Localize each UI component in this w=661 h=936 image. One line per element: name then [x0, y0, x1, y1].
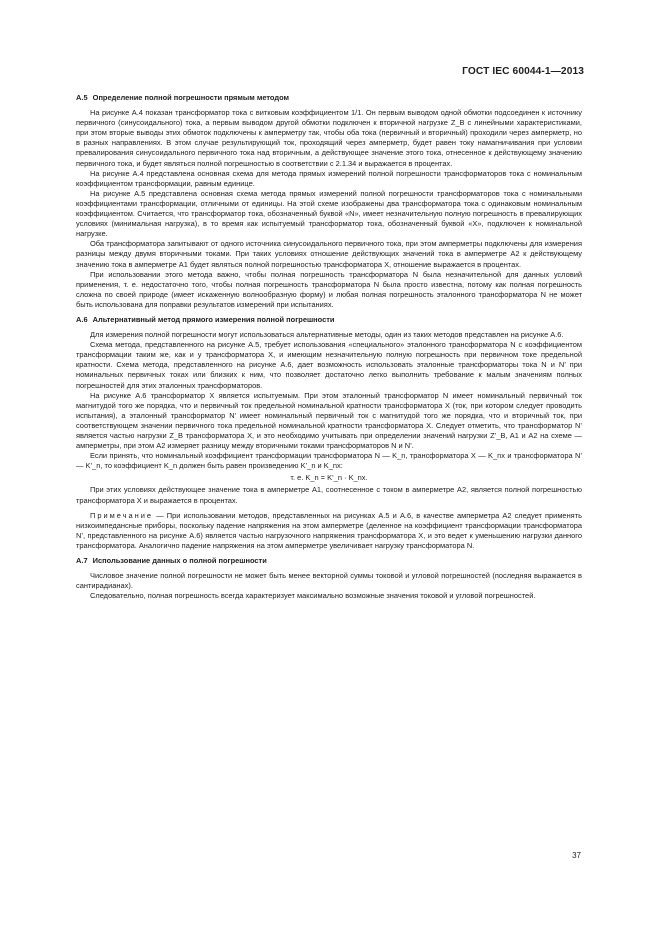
formula: т. е. K_n = K’_n · K_nx. [290, 473, 368, 483]
paragraph: Схема метода, представленного на рисунке A.5, требует использования «специального» эталонного трансформатора N с коэффициентом трансформации таким же, как и у трансформатора X, и имеющим незначительную полную погрешность при первичном токе предельной кратности. Схема метода, представленного на рисунке A.6, дает возможность использовать эталонные трансформаторы тока N и N’ при номинальных первичных токах или близких к ним, что позволяет достаточно легко выполнить требование к малым значениям полных погрешностей для этих эталонных трансформаторов. [76, 340, 582, 390]
paragraph: На рисунке A.5 представлена основная схема метода прямых измерений полной погрешности трансформаторов тока с номинальными коэффициентами трансформации, отличными от единицы. На этой схеме изображены два трансформатора тока с одинаковым номинальным коэффициентом. Считается, что трансформатор тока, обозначенный буквой «N», имеет незначительную полную погрешность в превалирующих условиях (минимальная нагрузка), в то время как испытуемый трансформатор тока, обозначенный буквой «X», подключен к номинальной нагрузке. [76, 188, 582, 239]
paragraph: На рисунке A.6 трансформатор X является испытуемым. При этом эталонный трансформатор N имеет номинальный первичный ток магнитудой того же порядка, что и первичный ток предельной номинальной кратности трансформатора X (ток, при котором следует проводить испытания), а эталонный трансформатор N’ имеет номинальный первичный ток с магнитудой того же порядка, что и вторичный ток, при соответствующем значении первичного тока предельной номинальной кратности трансформатора X. Следует отметить, что трансформатор N’ является частью нагрузки Z_B трансформатора X, и это необходимо учитывать при определении значений нагрузки Z’_B, A1 и A2 на схеме — амперметры, при этом A2 измеряет разницу между вторичными токами трансформаторов N и N’. [76, 390, 582, 451]
paragraph: Для измерения полной погрешности могут использоваться альтернативные методы, один из таких методов представлен на рисунке A.6. [90, 330, 564, 340]
paragraph: Следовательно, полная погрешность всегда характеризует максимально возможные значения токовой и угловой погрешностей. [90, 591, 536, 601]
section-heading-a7 [76, 556, 582, 566]
section-heading-a5 [76, 93, 582, 103]
paragraph: На рисунке A.4 показан трансформатор тока с витковым коэффициентом 1/1. Он первым выводом одной обмотки подсоединен к источнику первичного (синусоидального) тока, а первым выводом другой обмотки подключен к вторичной нагрузке Z_B с линейными характеристиками, при этом вторые выводы этих обмоток подключены к амперметру так, чтобы оба тока (первичный и вторичный) проходили через амперметр, но в разных направлениях. В этом случае результирующий ток, проходящий через амперметр, будет равен току намагничивания при условии превалирования синусоидального первичного тока над вторичным, а действующее значение этого тока, отнесенное к действующему значению первичного тока, и будет являться полной погрешностью в соответствии с 2.1.34 и выражается в процентах. [76, 108, 582, 168]
note [76, 511, 582, 551]
paragraph: Если принять, что номинальный коэффициент трансформации трансформатора N — K_n, трансформатора X — K_nx и трансформатора N’ — K’_n, то коэффициент K_n должен быть равен произведению K’_n и K_nx: [76, 451, 582, 471]
note-lead: Примечание [90, 510, 154, 520]
standard-code-header: ГОСТ IEC 60044-1—2013 [462, 66, 584, 77]
section-number: A.7 [76, 556, 88, 566]
paragraph: Числовое значение полной погрешности не может быть менее векторной суммы токовой и угловой погрешностей (последняя выражается в сантирадианах). [76, 571, 582, 591]
paragraph: При использовании этого метода важно, чтобы полная погрешность трансформатора N была незначительной для данных условий применения, т. е. недостаточно того, чтобы полная погрешность трансформатора N была просто известна, потому как полная погрешность сложна по своей природе (имеет искаженную волнообразную форму) и любая полная погрешность эталонного трансформатора N не может быть использована для поправки результатов измерений при испытаниях. [76, 269, 582, 309]
paragraph: На рисунке A.4 представлена основная схема для метода прямых измерений полной погрешности трансформаторов тока с номинальным коэффициентом трансформации, равным единице. [76, 168, 582, 188]
section-number: A.6 [76, 314, 88, 324]
paragraph: Оба трансформатора запитывают от одного источника синусоидального первичного тока, при этом амперметры подключены для измерения разницы между двумя вторичными токами. При таких условиях отношение действующих значений тока в амперметре A2 к действующему значению тока в амперметре A1 будет являться полной погрешностью трансформатора X, отношение выражается в процентах. [76, 239, 582, 269]
paragraph: При этих условиях действующее значение тока в амперметре A1, соотнесенное с током в амперметре A2, является полной погрешностью трансформатора X и выражается в процентах. [76, 485, 582, 505]
page-number: 37 [572, 851, 581, 860]
section-title: Использование данных о полной погрешности [92, 556, 267, 566]
section-number: A.5 [76, 93, 88, 102]
document-body [76, 93, 582, 601]
section-title: Альтернативный метод прямого измерения полной погрешности [92, 314, 335, 324]
section-heading-a6 [76, 315, 582, 325]
note-text: — При использовании методов, представленных на рисунках A.5 и A.6, в качестве амперметра A2 следует применять низкоимпедансные приборы, поскольку падение напряжения на этом амперметре (деленное на коэффициент трансформации трансформатора N’, представленного на рисунке A.6) является частью нагрузочного напряжения трансформатора X, и это ведет к уменьшению нагрузки данного трансформатора. Аналогично падение напряжения на этом амперметре увеличивает нагрузку трансформатора N. [76, 510, 582, 550]
section-title: Определение полной погрешности прямым методом [92, 93, 290, 102]
